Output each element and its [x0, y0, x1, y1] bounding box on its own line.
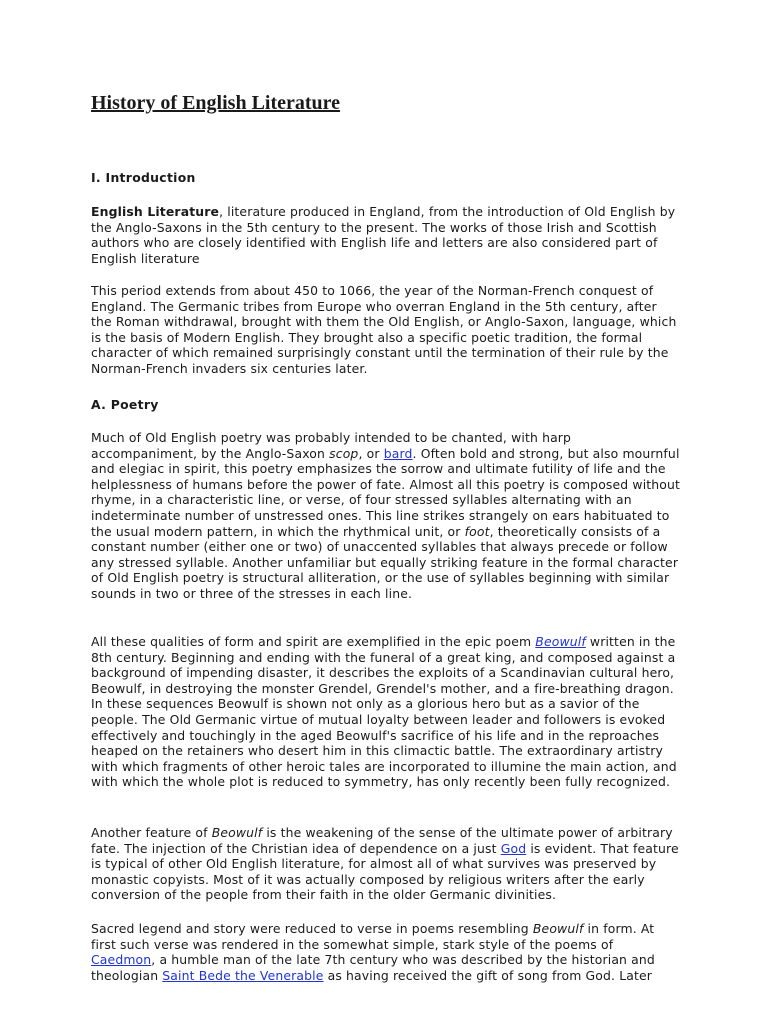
- term-scop: scop: [329, 445, 359, 461]
- section-heading-poetry: A. Poetry: [91, 397, 159, 412]
- intro-paragraph-1-text: , literature produced in England, from the introduction of Old English by the Anglo-Saxons in the 5th century to the present. The works of those Irish and Scottish authors who are closely identified with English life and letters are also considered part of English literature: [91, 204, 676, 266]
- intro-paragraph-1: [91, 204, 681, 266]
- term-beowulf-2: Beowulf: [532, 921, 584, 936]
- poetry-p1-text-4: , theoretically consists of a constant number (either one or two) of unaccented syllables that always precede or follow any stressed syllable. Another unfamiliar but equally striking feature in the formal character of Old English poetry is structural alliteration, or the use of syllables beginning with similar sounds in two or three of the stresses in each line.: [91, 523, 679, 601]
- poetry-p4-text-1: Sacred legend and story were reduced to verse in poems resembling: [91, 921, 533, 936]
- link-god[interactable]: God: [500, 840, 527, 856]
- poetry-p3-text-3: is evident. That feature is typical of other Old English literature, for almost all of what survives was preserved by monastic copyists. Most of it was actually composed by religious writers after the early conversion of the people from their faith in the older Germanic divinities.: [91, 840, 679, 903]
- poetry-p4-text-2: in form. At first such verse was rendered in the somewhat simple, stark style of the poems of: [91, 921, 655, 952]
- section-heading-introduction: I. Introduction: [91, 170, 196, 185]
- link-beowulf[interactable]: Beowulf: [535, 634, 586, 649]
- link-saint-bede[interactable]: Saint Bede the Venerable: [162, 967, 324, 983]
- poetry-p2-text-1: All these qualities of form and spirit are exemplified in the epic poem: [91, 634, 536, 649]
- poetry-p4-text-4: as having received the gift of song from God. Later: [323, 967, 653, 983]
- term-english-literature: English Literature: [91, 204, 220, 219]
- link-caedmon[interactable]: Caedmon: [91, 952, 152, 968]
- intro-paragraph-2: This period extends from about 450 to 1066, the year of the Norman-French conquest of England. The Germanic tribes from Europe who overran England in the 5th century, after the Roman withdrawal, brought with them the Old English, or Anglo-Saxon, language, which is the basis of Modern English. They brought also a specific poetic tradition, the formal character of which remained surprisingly constant until the termination of their rule by the Norman-French invaders six centuries later.: [91, 283, 677, 376]
- poetry-p4-text-3: , a humble man of the late 7th century who was described by the historian and theologian: [91, 952, 655, 983]
- poetry-p3-text-1: Another feature of: [91, 825, 212, 840]
- poetry-p3-text-2: is the weakening of the sense of the ultimate power of arbitrary fate. The injection of the Christian idea of dependence on a just: [91, 825, 673, 856]
- poetry-p1-text-3: . Often bold and strong, but also mournful and elegiac in spirit, this poetry emphasizes the sorrow and ultimate futility of life and the helplessness of humans before the power of fate. Almost all this poetry is composed without rhyme, in a characteristic line, or verse, of four stressed syllables alternating with an indeterminate number of unstressed ones. This line strikes strangely on ears habituated to the usual modern pattern, in which the rhythmical unit, or: [91, 445, 681, 539]
- poetry-paragraph-4: [91, 921, 681, 983]
- poetry-paragraph-3: [91, 825, 681, 903]
- poetry-p2-text-2: written in the 8th century. Beginning and ending with the funeral of a great king, and composed against a background of impending disaster, it describes the exploits of a Scandinavian cultural hero, Beowulf, in destroying the monster Grendel, Grendel's mother, and a fire-breathing dragon. In these sequences Beowulf is shown not only as a glorious hero but as a savior of the people. The Old Germanic virtue of mutual loyalty between leader and followers is evoked effectively and touchingly in the aged Beowulf's sacrifice of his life and in the reproaches heaped on the retainers who desert him in this climactic battle. The extraordinary artistry with which fragments of other heroic tales are incorporated to illumine the main action, and with which the whole plot is reduced to symmetry, has only recently been fully recognized.: [91, 634, 677, 790]
- term-foot: foot: [464, 523, 490, 539]
- document-title: History of English Literature: [91, 92, 341, 114]
- poetry-paragraph-1: [91, 430, 681, 602]
- poetry-paragraph-2: [91, 634, 681, 790]
- poetry-p1-text-2: , or: [358, 445, 384, 461]
- link-bard[interactable]: bard: [383, 445, 413, 461]
- term-beowulf: Beowulf: [211, 825, 263, 840]
- poetry-p1-text-1: Much of Old English poetry was probably intended to be chanted, with harp accompaniment, by the Anglo-Saxon: [91, 430, 572, 461]
